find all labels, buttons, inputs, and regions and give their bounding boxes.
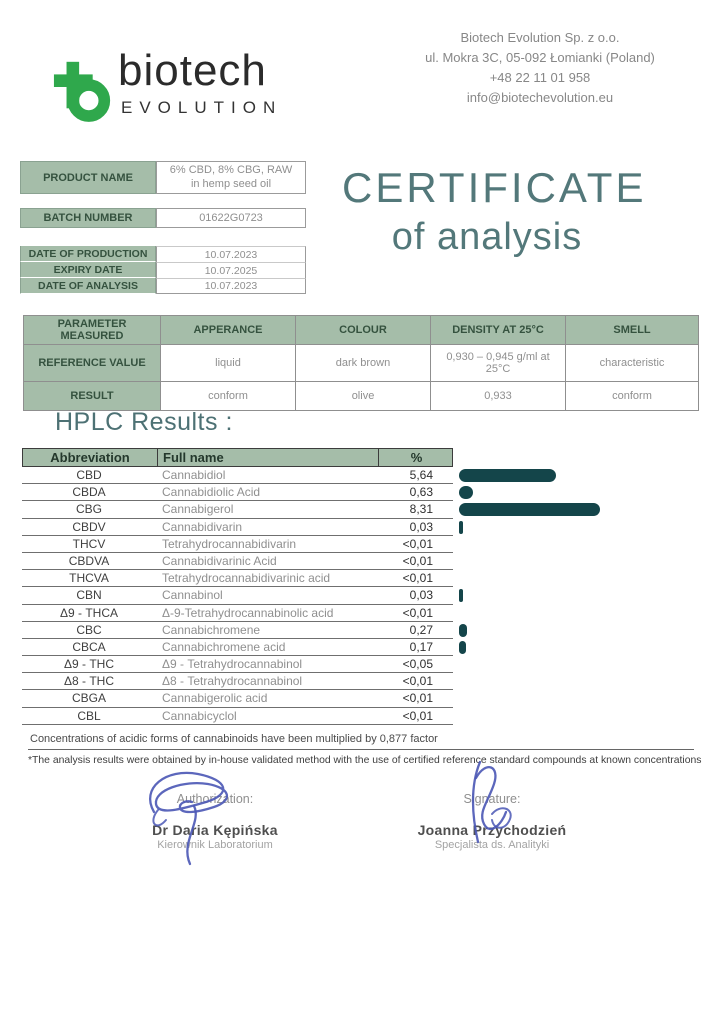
hplc-col-fullname: Full name bbox=[157, 449, 378, 466]
hplc-col-percent: % bbox=[378, 449, 454, 466]
col-smell: SMELL bbox=[566, 316, 699, 345]
authorizer-name: Dr Daria Kępińska bbox=[152, 822, 278, 838]
cannabinoid-abbreviation: Δ9 - THCA bbox=[59, 605, 119, 620]
cannabinoid-percent: 5,64 bbox=[409, 468, 433, 482]
product-name-value: 6% CBD, 8% CBG, RAW in hemp seed oil bbox=[156, 161, 306, 194]
hplc-row bbox=[22, 656, 453, 673]
hplc-body bbox=[22, 467, 453, 725]
cannabinoid-fullname: Cannabicyclol bbox=[162, 708, 237, 723]
hplc-row bbox=[22, 605, 453, 622]
parameter-header-row bbox=[24, 316, 699, 345]
cannabinoid-fullname: Cannabigerol bbox=[162, 502, 234, 517]
result-density: 0,933 bbox=[431, 382, 566, 411]
cannabinoid-percent: <0,01 bbox=[402, 605, 433, 620]
concentration-bar bbox=[459, 624, 467, 637]
batch-number-label: BATCH NUMBER bbox=[20, 208, 156, 228]
cannabinoid-abbreviation: THCVA bbox=[69, 571, 109, 586]
cannabinoid-percent: 0,27 bbox=[409, 622, 433, 637]
cannabinoid-percent: 8,31 bbox=[409, 502, 433, 517]
hplc-row bbox=[22, 708, 453, 725]
signer-name: Joanna Przychodzień bbox=[417, 822, 567, 838]
dates-table bbox=[20, 246, 306, 294]
cannabinoid-abbreviation: CBN bbox=[76, 588, 102, 603]
cannabinoid-fullname: Cannabidiol bbox=[162, 468, 226, 482]
hplc-row bbox=[22, 553, 453, 570]
result-row bbox=[24, 382, 699, 411]
hplc-results-table bbox=[22, 448, 453, 725]
cannabinoid-percent: <0,01 bbox=[402, 674, 433, 689]
biotech-logo-icon bbox=[52, 50, 114, 124]
date-value: 10.07.2023 bbox=[156, 278, 306, 294]
date-value: 10.07.2023 bbox=[156, 246, 306, 262]
cannabinoid-abbreviation: CBDA bbox=[72, 485, 106, 500]
date-row bbox=[20, 278, 306, 294]
date-label: DATE OF ANALYSIS bbox=[20, 278, 156, 294]
cannabinoid-abbreviation: CBL bbox=[77, 708, 101, 723]
cannabinoid-abbreviation: CBCA bbox=[72, 639, 106, 654]
company-address-line: ul. Mokra 3C, 05-092 Łomianki (Poland) bbox=[425, 50, 655, 66]
cannabinoid-percent: 0,03 bbox=[409, 588, 433, 603]
date-row bbox=[20, 246, 306, 262]
cannabinoid-percent: 0,63 bbox=[409, 485, 433, 500]
col-colour: COLOUR bbox=[296, 316, 431, 345]
cannabinoid-percent: <0,01 bbox=[402, 691, 433, 706]
concentration-bar bbox=[459, 469, 556, 482]
cannabinoid-fullname: Δ-9-Tetrahydrocannabinolic acid bbox=[162, 605, 334, 620]
footnote-divider bbox=[28, 749, 694, 750]
company-address-line: Biotech Evolution Sp. z o.o. bbox=[460, 30, 620, 45]
authorization-label: Authorization: bbox=[176, 792, 254, 806]
logo-subtext: EVOLUTION bbox=[121, 98, 283, 117]
cannabinoid-fullname: Cannabinol bbox=[162, 588, 223, 603]
cannabinoid-abbreviation: CBDV bbox=[72, 519, 106, 534]
col-apperance: APPERANCE bbox=[161, 316, 296, 345]
company-address-line: +48 22 11 01 958 bbox=[489, 70, 591, 86]
reference-smell: characteristic bbox=[566, 345, 699, 382]
cannabinoid-fullname: Tetrahydrocannabidivarinic acid bbox=[162, 571, 331, 586]
concentration-bar bbox=[459, 503, 600, 516]
batch-number-value: 01622G0723 bbox=[156, 208, 306, 228]
cannabinoid-fullname: Cannabidiolic Acid bbox=[162, 485, 261, 500]
cannabinoid-fullname: Cannabigerolic acid bbox=[162, 691, 268, 706]
company-address-line: info@biotechevolution.eu bbox=[466, 90, 614, 106]
cannabinoid-abbreviation: CBGA bbox=[71, 691, 106, 706]
date-label: DATE OF PRODUCTION bbox=[20, 246, 156, 262]
certificate-title-line1: CERTIFICATE bbox=[342, 164, 647, 211]
col-parameter-measured: PARAMETER MEASURED bbox=[24, 316, 161, 345]
logo-wordmark: biotech bbox=[118, 46, 267, 95]
company-address-block bbox=[380, 28, 700, 109]
certificate-title bbox=[342, 164, 647, 259]
certificate-title-line2: of analysis bbox=[391, 216, 583, 258]
method-note: *The analysis results were obtained by in-house validated method with the use of certified reference standard compounds at known concentrations bbox=[28, 755, 702, 766]
parameter-table bbox=[23, 315, 699, 411]
concentration-bar bbox=[459, 521, 463, 534]
acidic-forms-note: Concentrations of acidic forms of cannabinoids have been multiplied by 0,877 factor bbox=[30, 733, 438, 745]
hplc-header-row bbox=[22, 448, 453, 467]
hplc-row bbox=[22, 673, 453, 690]
reference-value-row bbox=[24, 345, 699, 382]
hplc-row bbox=[22, 622, 453, 639]
reference-colour: dark brown bbox=[296, 345, 431, 382]
authorizer-role: Kierownik Laboratorium bbox=[157, 839, 273, 851]
result-smell: conform bbox=[566, 382, 699, 411]
cannabinoid-percent: <0,01 bbox=[402, 571, 433, 586]
date-label: EXPIRY DATE bbox=[20, 262, 156, 278]
cannabinoid-abbreviation: Δ9 - THC bbox=[63, 657, 114, 672]
hplc-row bbox=[22, 467, 453, 484]
date-row bbox=[20, 262, 306, 278]
cannabinoid-percent: <0,01 bbox=[402, 536, 433, 551]
cannabinoid-abbreviation: CBG bbox=[75, 502, 102, 517]
concentration-bar bbox=[459, 486, 473, 499]
cannabinoid-percent: 0,17 bbox=[409, 639, 433, 654]
signature-block bbox=[407, 792, 577, 851]
cannabinoid-fullname: Cannabidivarin bbox=[162, 519, 243, 534]
hplc-row bbox=[22, 690, 453, 707]
hplc-row bbox=[22, 536, 453, 553]
reference-density: 0,930 – 0,945 g/ml at 25°C bbox=[431, 345, 566, 382]
cannabinoid-percent: <0,01 bbox=[402, 553, 433, 568]
cannabinoid-fullname: Tetrahydrocannabidivarin bbox=[162, 536, 297, 551]
hplc-row bbox=[22, 639, 453, 656]
cannabinoid-abbreviation: THCV bbox=[72, 536, 106, 551]
cannabinoid-percent: <0,05 bbox=[402, 657, 433, 672]
result-apperance: conform bbox=[161, 382, 296, 411]
col-density: DENSITY AT 25°C bbox=[431, 316, 566, 345]
reference-apperance: liquid bbox=[161, 345, 296, 382]
hplc-row bbox=[22, 501, 453, 518]
hplc-col-abbreviation: Abbreviation bbox=[50, 450, 130, 465]
authorization-block bbox=[130, 792, 300, 851]
cannabinoid-fullname: Cannabidivarinic Acid bbox=[162, 553, 277, 568]
cannabinoid-abbreviation: CBDVA bbox=[68, 553, 110, 568]
cannabinoid-percent: <0,01 bbox=[402, 708, 433, 723]
product-name-label: PRODUCT NAME bbox=[20, 161, 156, 194]
hplc-row bbox=[22, 570, 453, 587]
hplc-row bbox=[22, 519, 453, 536]
date-value: 10.07.2025 bbox=[156, 262, 306, 278]
hplc-results-heading: HPLC Results : bbox=[55, 408, 233, 436]
signer-role: Specjalista ds. Analityki bbox=[434, 839, 550, 851]
reference-value-label: REFERENCE VALUE bbox=[24, 345, 161, 382]
cannabinoid-abbreviation: CBD bbox=[76, 468, 102, 482]
cannabinoid-fullname: Cannabichromene acid bbox=[162, 639, 286, 654]
cannabinoid-percent: 0,03 bbox=[409, 519, 433, 534]
cannabinoid-fullname: Δ8 - Tetrahydrocannabinol bbox=[162, 674, 303, 689]
signature-label: Signature: bbox=[463, 792, 521, 806]
hplc-row bbox=[22, 484, 453, 501]
cannabinoid-fullname: Δ9 - Tetrahydrocannabinol bbox=[162, 657, 303, 672]
cannabinoid-abbreviation: Δ8 - THC bbox=[63, 674, 114, 689]
result-colour: olive bbox=[296, 382, 431, 411]
result-label: RESULT bbox=[24, 382, 161, 411]
cannabinoid-fullname: Cannabichromene bbox=[162, 622, 261, 637]
cannabinoid-abbreviation: CBC bbox=[76, 622, 102, 637]
concentration-bar bbox=[459, 641, 466, 654]
concentration-bar bbox=[459, 589, 463, 602]
hplc-row bbox=[22, 587, 453, 604]
